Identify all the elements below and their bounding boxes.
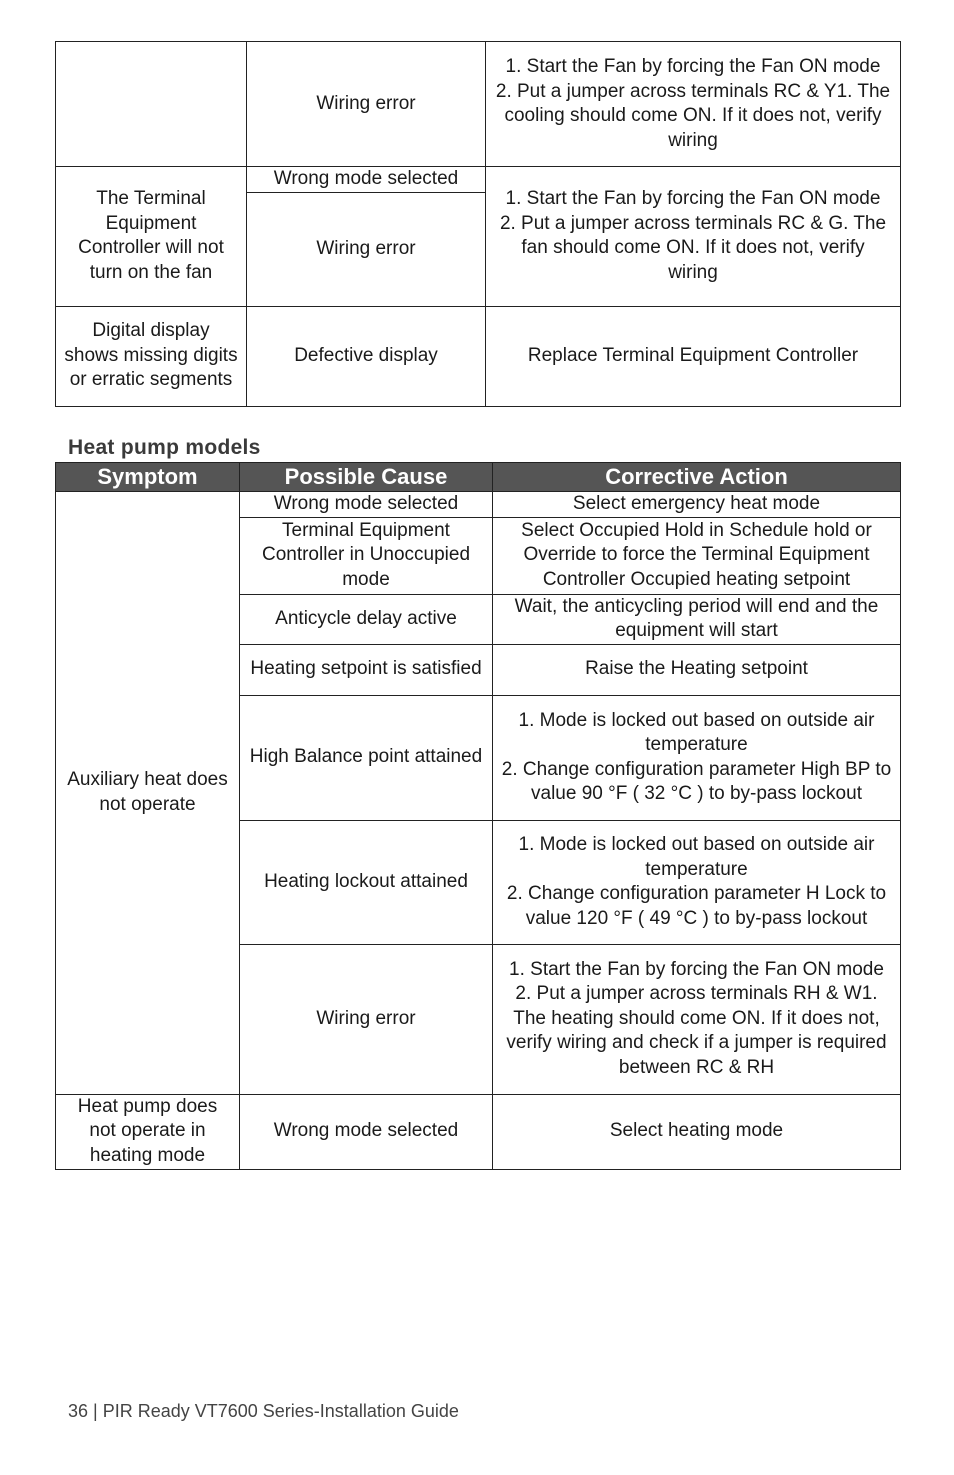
action-step: 1. Start the Fan by forcing the Fan ON mode	[505, 188, 881, 210]
symptom-cell: Heat pump does not operate in heating mode	[56, 1094, 240, 1169]
table-row	[56, 492, 901, 518]
action-step: 2. Put a jumper across terminals RH & W1. The heating should come ON. If it does not, verify wiring and check if a jumper is required between RC & RH	[506, 983, 887, 1078]
action-cell: Wait, the anticycling period will end and the equipment will start	[493, 594, 901, 644]
cause-cell: Wiring error	[240, 944, 493, 1094]
action-cell: Select heating mode	[493, 1094, 901, 1169]
column-header-symptom: Symptom	[56, 463, 240, 492]
cause-cell: Wrong mode selected	[240, 1094, 493, 1169]
action-cell	[493, 820, 901, 944]
table-row	[56, 167, 901, 193]
action-cell	[486, 42, 901, 167]
table-row	[56, 42, 901, 167]
action-step: 2. Put a jumper across terminals RC & Y1. The cooling should come ON. If it does not, verify wiring	[495, 80, 891, 151]
action-cell: Replace Terminal Equipment Controller	[486, 306, 901, 406]
table-row	[56, 1094, 901, 1169]
symptom-cell: Auxiliary heat does not operate	[56, 492, 240, 1095]
action-cell: Select Occupied Hold in Schedule hold or Override to force the Terminal Equipment Controller Occupied heating setpoint	[493, 517, 901, 594]
action-step: 2. Change configuration parameter H Lock to value 120 °F ( 49 °C ) to by-pass lockout	[506, 883, 887, 929]
action-step: 1. Start the Fan by forcing the Fan ON mode	[509, 958, 884, 980]
table-header-row	[56, 463, 901, 492]
action-cell	[493, 944, 901, 1094]
cause-cell: Wiring error	[247, 42, 486, 167]
column-header-cause: Possible Cause	[240, 463, 493, 492]
cause-cell: Heating setpoint is satisfied	[240, 644, 493, 695]
action-step: 1. Mode is locked out based on outside air temperature	[518, 834, 875, 880]
cause-cell: Wrong mode selected	[247, 167, 486, 193]
cause-cell: Anticycle delay active	[240, 594, 493, 644]
heat-pump-table	[55, 462, 901, 1170]
action-step: 2. Put a jumper across terminals RC & G. The fan should come ON. If it does not, verify wiring	[499, 212, 887, 283]
action-cell: Select emergency heat mode	[493, 492, 901, 518]
action-cell	[493, 695, 901, 820]
symptom-cell: The Terminal Equipment Controller will not turn on the fan	[56, 167, 247, 307]
cause-cell: Defective display	[247, 306, 486, 406]
action-step: 2. Change configuration parameter High BP to value 90 °F ( 32 °C ) to by-pass lockout	[501, 758, 892, 804]
symptom-cell: Digital display shows missing digits or erratic segments	[56, 306, 247, 406]
action-step: 1. Mode is locked out based on outside air temperature	[518, 709, 875, 755]
cause-cell: Wrong mode selected	[240, 492, 493, 518]
action-cell	[486, 167, 901, 307]
action-cell: Raise the Heating setpoint	[493, 644, 901, 695]
cause-cell: Terminal Equipment Controller in Unoccupied mode	[240, 517, 493, 594]
column-header-action: Corrective Action	[493, 463, 901, 492]
troubleshooting-table-continued	[55, 41, 901, 407]
symptom-cell	[56, 42, 247, 167]
cause-cell: Wiring error	[247, 192, 486, 306]
cause-cell: High Balance point attained	[240, 695, 493, 820]
section-title: Heat pump models	[68, 436, 261, 459]
page-footer: 36 | PIR Ready VT7600 Series-Installation Guide	[68, 1401, 459, 1421]
table-row	[56, 306, 901, 406]
cause-cell: Heating lockout attained	[240, 820, 493, 944]
action-step: 1. Start the Fan by forcing the Fan ON mode	[505, 56, 881, 77]
